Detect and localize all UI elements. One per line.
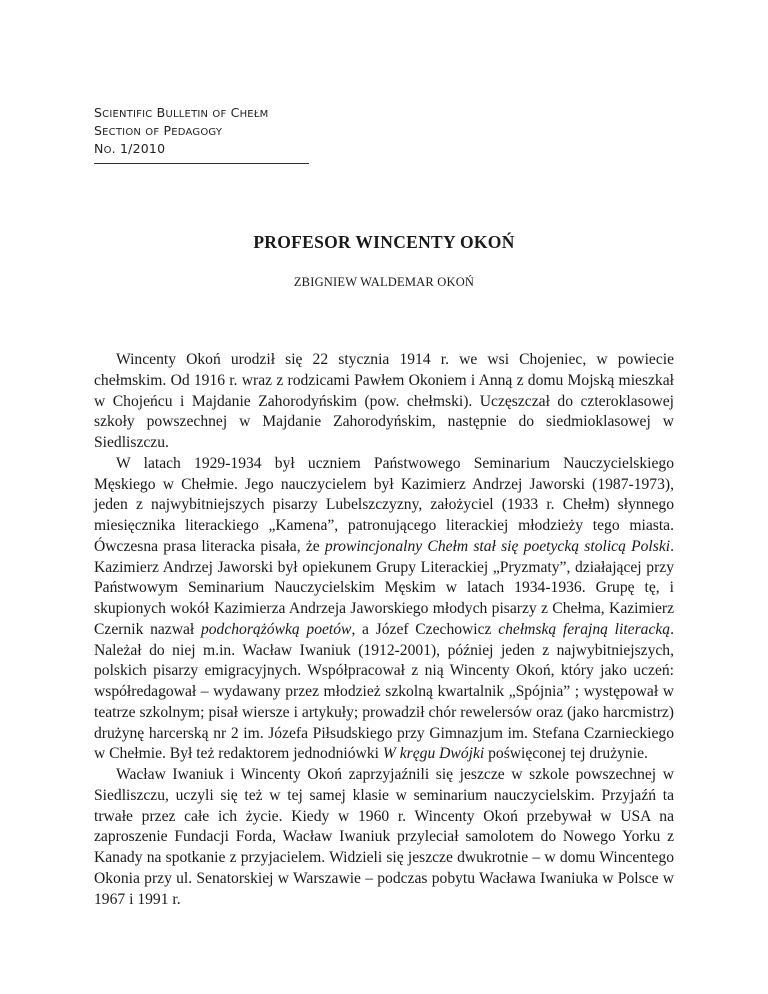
journal-section: SECTION OF PEDAGOGY [94, 123, 223, 138]
paragraph-2-text: W latach 1929-1934 był uczniem Państwowego Seminarium Nauczycielskiego Męskiego w Chełmie. Jego nauczycielem był Kazimierz Andrzej Jaworski (1987-1973), jeden z najwybitniejszych pisarzy Lubelszczyzny, założyciel (1933 r. Chełm) słynnego miesięcznika literackiego „Kamena”, patronującego literackiej młodzieży tego miasta. Ówczesna prasa literacka pisała, że [94, 454, 674, 555]
paragraph-2-text: , a Józef Czechowicz [351, 620, 499, 638]
journal-header [94, 105, 268, 159]
publication-title-italic: W kręgu Dwójki [382, 745, 485, 763]
article-author: ZBIGNIEW WALDEMAR OKOŃ [293, 275, 475, 289]
header-divider [94, 163, 309, 164]
paragraph-1: Wincenty Okoń urodził się 22 stycznia 1914 r. we wsi Chojeniec, w powiecie chełmskim. Od 1916 r. wraz z rodzicami Pawłem Okoniem i Anną z domu Mojską mieszkał w Chojeńcu i Majdanie Zahorodyńskim (pow. chełmski). Uczęszczał do czteroklasowej szkoły powszechnej w Majdanie Zahorodyńskim, następnie do siedmioklasowej w Siedliszczu. [94, 351, 674, 451]
paragraph-2-text: . Kazimierz Andrzej Jaworski był opiekunem Grupy Literackiej „Pryzmaty”, działającej przy Państwowym Seminarium Nauczycielskim Męskim w latach 1934-1936. Grupę tę, i skupionych wokół Kazimierza Andrzeja Jaworskiego młodych pisarzy z Chełma, Kazimierz Czernik nazwał [94, 537, 674, 638]
paragraph-2-text: . Należał do niej m.in. Wacław Iwaniuk (1912-2001), później jeden z najwybitniejszych, polskich pisarzy emigracyjnych. Współpracował z nią Wincenty Okoń, który jako uczeń: współredagował – wydawany przez młodzież szkolną kwartalnik „Spójnia” ; występował w teatrze szkolnym; pisał wiersze i artykuły; prowadził chór rewelersów oraz (jako harcmistrz) drużynę harcerską nr 2 im. Józefa Piłsudskiego przy Gimnazjum im. Stefana Czarnieckiego w Chełmie. Był też redaktorem jednodniówki [94, 620, 674, 763]
article-body [94, 350, 674, 910]
paragraph-2-text: poświęconej tej drużynie. [484, 745, 648, 763]
quote-italic: chełmską ferajną literacką [498, 620, 671, 638]
journal-issue: NO. 1/2010 [94, 141, 166, 156]
quote-italic: prowincjonalny Chełm stał się poetycką stolicą Polski [324, 537, 671, 555]
quote-italic: podchorążówką poetów [200, 620, 352, 638]
article-title: PROFESOR WINCENTY OKOŃ [253, 232, 515, 252]
journal-name: SCIENTIFIC BULLETIN OF CHEŁM [94, 105, 269, 120]
paragraph-2 [94, 454, 674, 765]
paragraph-3: Wacław Iwaniuk i Wincenty Okoń zaprzyjaźnili się jeszcze w szkole powszechnej w Siedliszczu, uczyli się też w tej samej klasie w seminarium nauczycielskim. Przyjaźń ta trwałe przez całe ich życie. Kiedy w 1960 r. Wincenty Okoń przebywał w USA na zaproszenie Fundacji Forda, Wacław Iwaniuk przyleciał samolotem do Nowego Yorku z Kanady na spotkanie z przyjacielem. Widzieli się jeszcze dwukrotnie – w domu Wincentego Okonia przy ul. Senatorskiej w Warszawie – podczas pobytu Wacława Iwaniuka w Polsce w 1967 i 1991 r. [94, 766, 674, 908]
